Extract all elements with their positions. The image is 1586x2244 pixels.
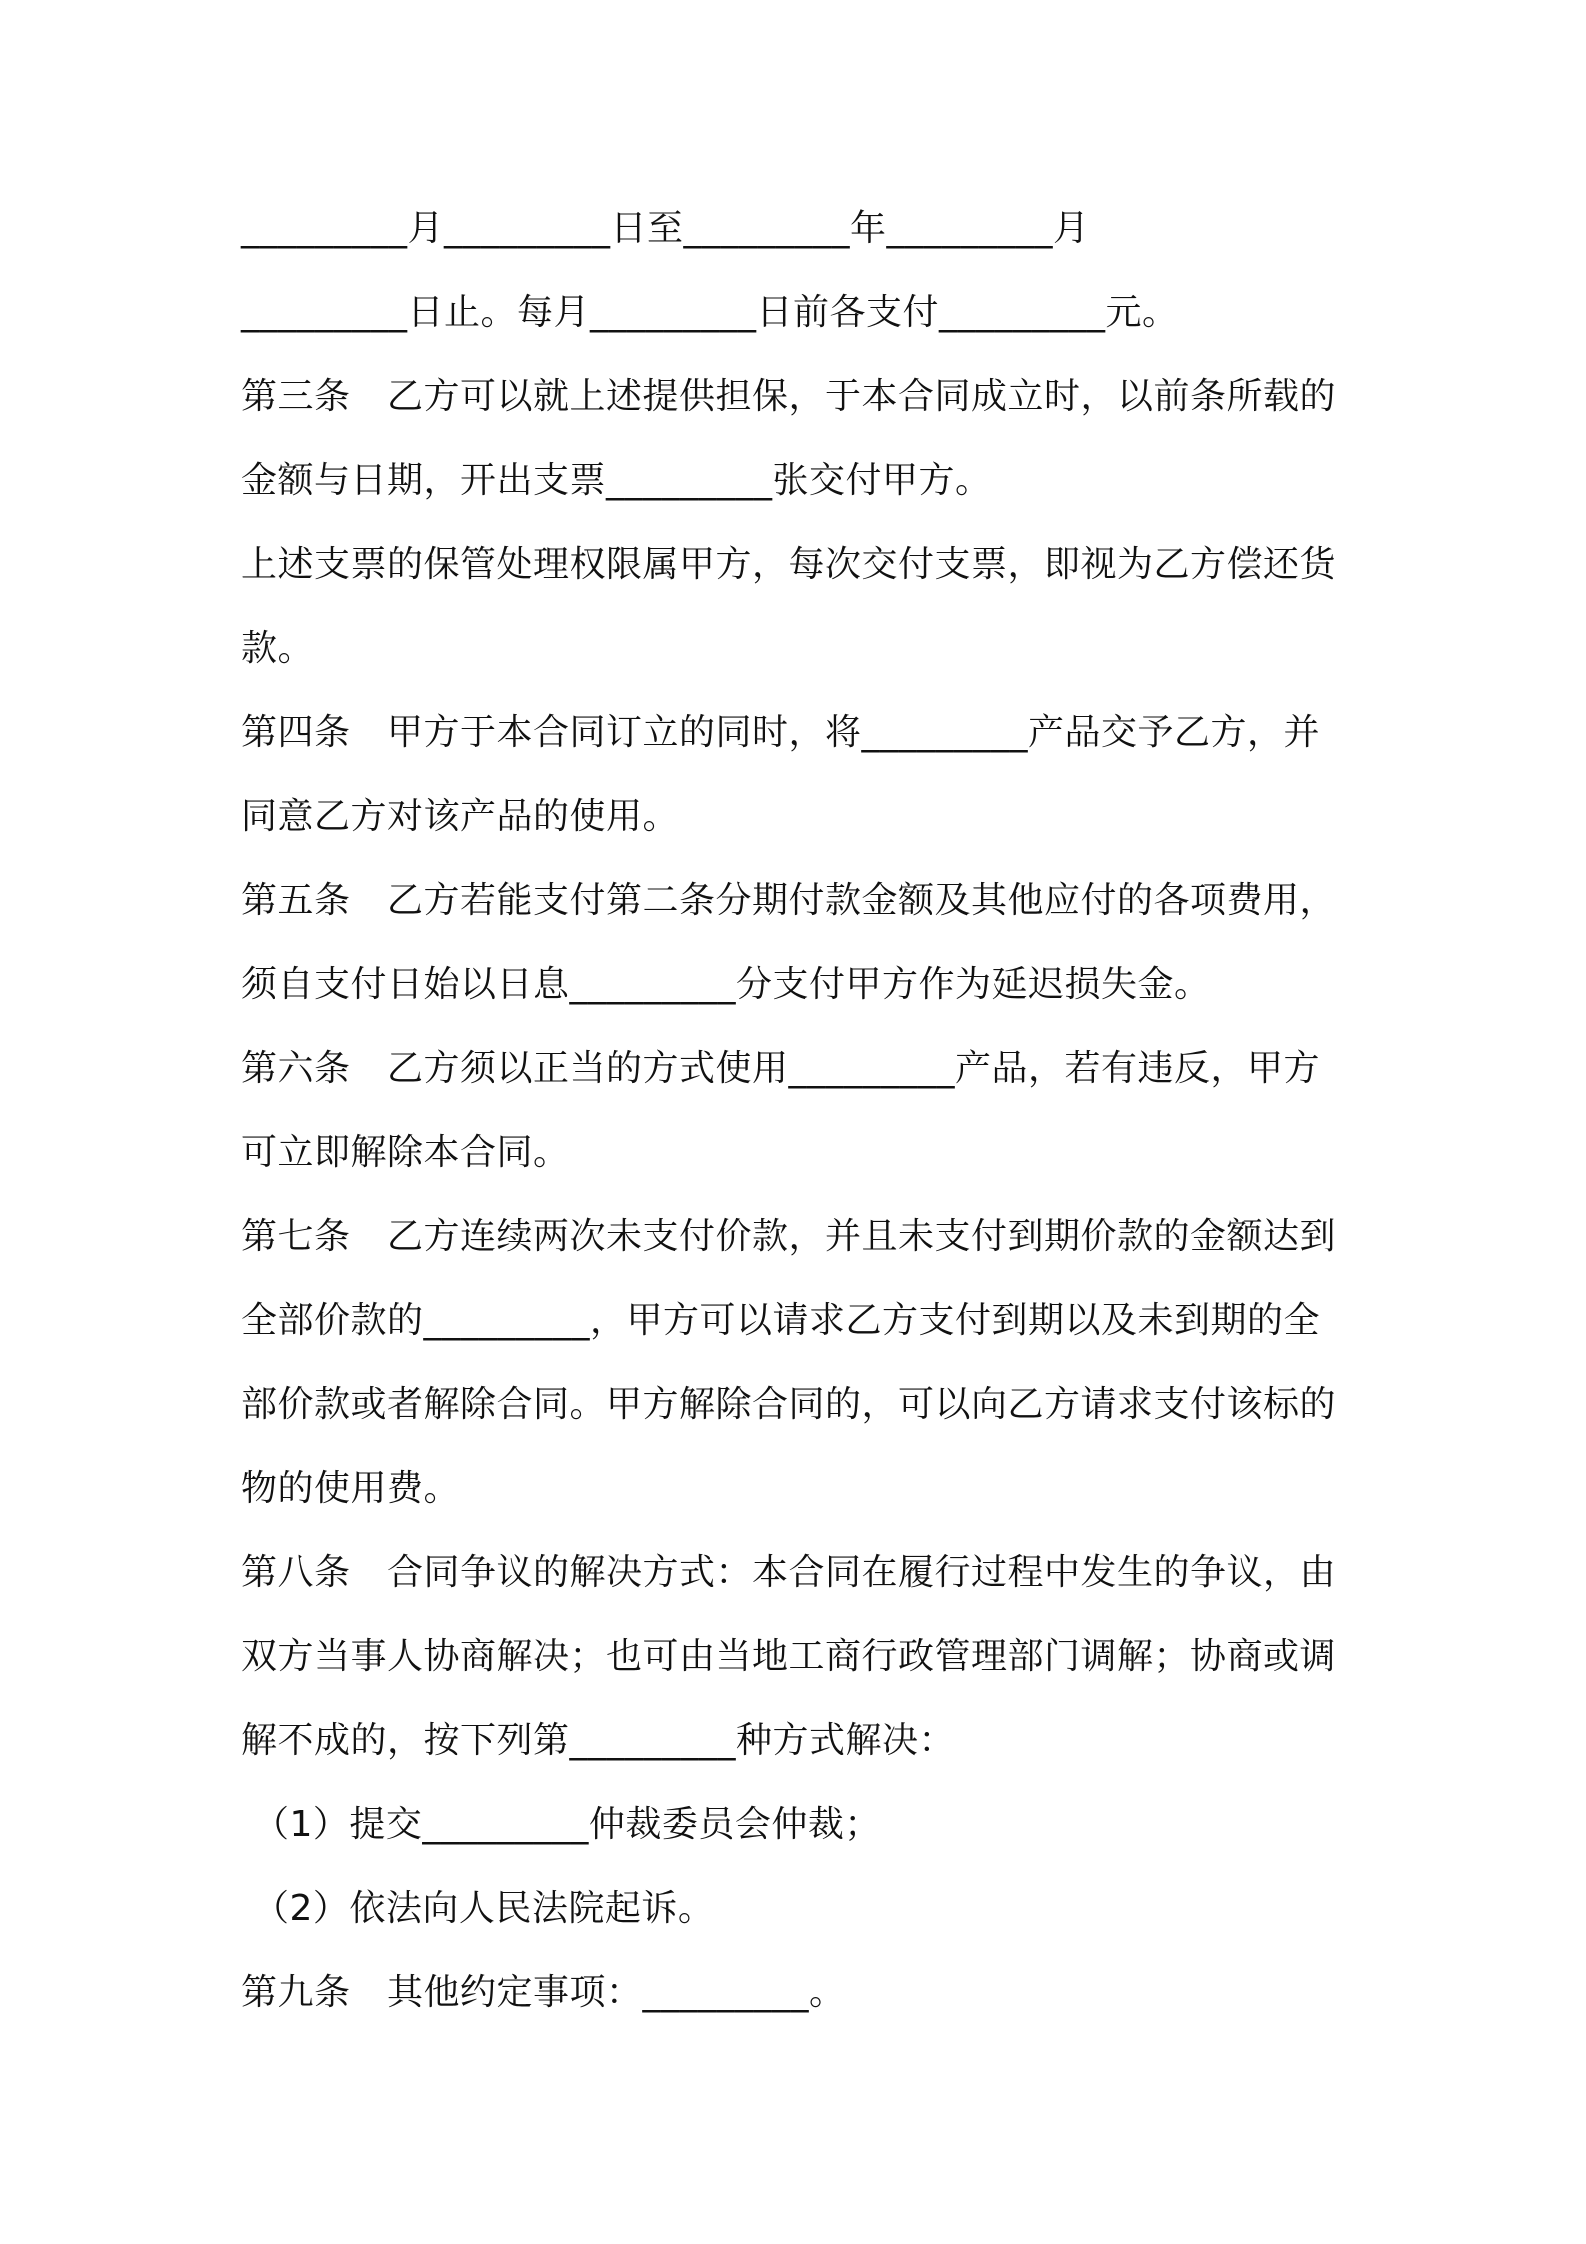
article-3-line-3: 上述支票的保管处理权限属甲方，每次交付支票，即视为乙方偿还货	[241, 544, 1337, 585]
article-7-line-3: 部价款或者解除合同。甲方解除合同的，可以向乙方请求支付该标的	[241, 1384, 1337, 1425]
article-8-option-2: （2）依法向人民法院起诉。	[253, 1888, 715, 1929]
article-6-line-2: 可立即解除本合同。	[241, 1132, 570, 1173]
line-1: _________月_________日至_________年_________月	[241, 208, 1090, 249]
article-9-line-1: 第九条 其他约定事项：_________。	[241, 1972, 846, 2013]
article-5-line-2: 须自支付日始以日息_________分支付甲方作为延迟损失金。	[241, 964, 1211, 1005]
article-4-line-2: 同意乙方对该产品的使用。	[241, 796, 680, 837]
article-7-line-4: 物的使用费。	[241, 1468, 461, 1509]
article-8-line-1: 第八条 合同争议的解决方式：本合同在履行过程中发生的争议，由	[241, 1552, 1337, 1593]
article-8-option-1: （1）提交_________仲裁委员会仲裁；	[253, 1804, 881, 1845]
line-2: _________日止。每月_________日前各支付_________元。	[241, 292, 1179, 333]
article-5-line-1: 第五条 乙方若能支付第二条分期付款金额及其他应付的各项费用，	[241, 880, 1337, 921]
article-3-line-2: 金额与日期，开出支票_________张交付甲方。	[241, 460, 992, 501]
article-7-line-2: 全部价款的_________，甲方可以请求乙方支付到期以及未到期的全	[241, 1300, 1321, 1341]
article-3-line-4: 款。	[241, 628, 315, 669]
article-3-line-1: 第三条 乙方可以就上述提供担保，于本合同成立时，以前条所载的	[241, 376, 1337, 417]
article-4-line-1: 第四条 甲方于本合同订立的同时，将_________产品交予乙方，并	[241, 712, 1321, 753]
article-8-line-2: 双方当事人协商解决；也可由当地工商行政管理部门调解；协商或调	[241, 1636, 1337, 1677]
article-7-line-1: 第七条 乙方连续两次未支付价款，并且未支付到期价款的金额达到	[241, 1216, 1337, 1257]
article-6-line-1: 第六条 乙方须以正当的方式使用_________产品，若有违反，甲方	[241, 1048, 1321, 1089]
article-8-line-3: 解不成的，按下列第_________种方式解决：	[241, 1720, 956, 1761]
